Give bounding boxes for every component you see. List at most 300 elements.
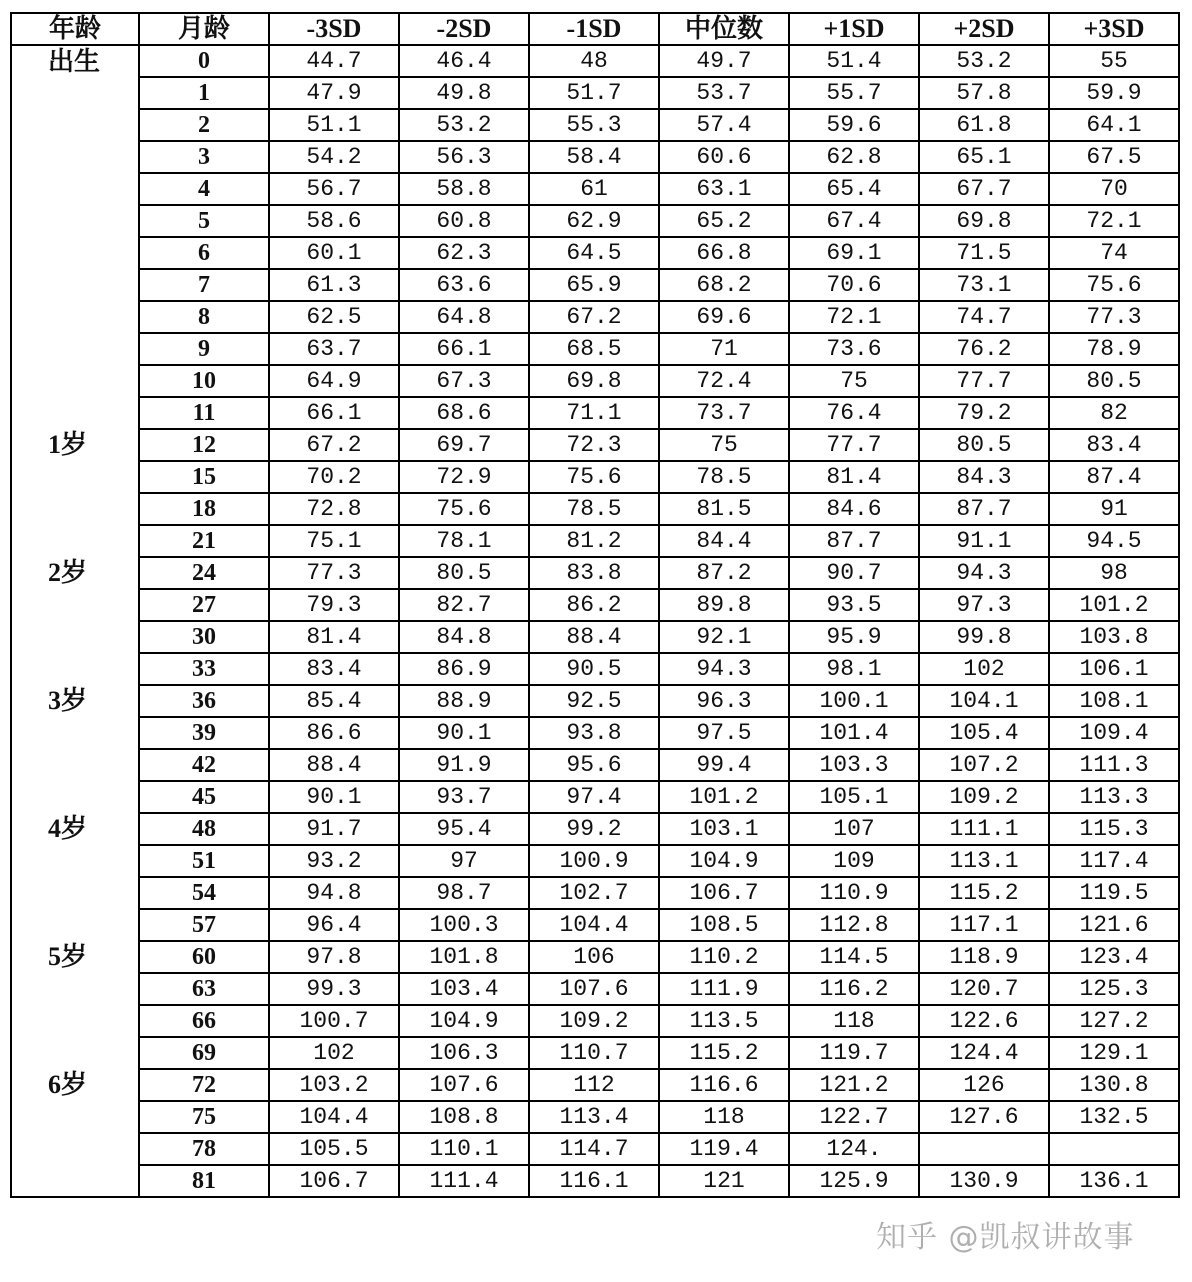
value-cell: 67.4 (789, 205, 919, 237)
month-cell: 21 (139, 525, 269, 557)
value-cell: 67.3 (399, 365, 529, 397)
month-cell: 8 (139, 301, 269, 333)
value-cell: 116.2 (789, 973, 919, 1005)
value-cell: 124.4 (919, 1037, 1049, 1069)
value-cell: 79.3 (269, 589, 399, 621)
value-cell: 108.1 (1049, 685, 1179, 717)
value-cell: 123.4 (1049, 941, 1179, 973)
value-cell: 91.1 (919, 525, 1049, 557)
value-cell: 92.1 (659, 621, 789, 653)
age-cell (11, 1165, 139, 1197)
value-cell: 109.2 (529, 1005, 659, 1037)
value-cell: 96.4 (269, 909, 399, 941)
value-cell: 106.7 (269, 1165, 399, 1197)
table-row (11, 141, 1179, 173)
value-cell: 86.2 (529, 589, 659, 621)
month-cell: 5 (139, 205, 269, 237)
value-cell: 88.4 (269, 749, 399, 781)
value-cell: 93.2 (269, 845, 399, 877)
value-cell: 77.7 (789, 429, 919, 461)
value-cell: 117.1 (919, 909, 1049, 941)
age-cell (11, 77, 139, 109)
value-cell: 47.9 (269, 77, 399, 109)
value-cell: 94.3 (659, 653, 789, 685)
value-cell: 71.1 (529, 397, 659, 429)
value-cell: 60.6 (659, 141, 789, 173)
value-cell: 126 (919, 1069, 1049, 1101)
value-cell: 115.3 (1049, 813, 1179, 845)
value-cell: 72.3 (529, 429, 659, 461)
value-cell: 121.6 (1049, 909, 1179, 941)
value-cell: 93.8 (529, 717, 659, 749)
value-cell: 83.8 (529, 557, 659, 589)
value-cell: 70.6 (789, 269, 919, 301)
value-cell: 64.5 (529, 237, 659, 269)
value-cell: 95.9 (789, 621, 919, 653)
value-cell: 117.4 (1049, 845, 1179, 877)
table-row (11, 1165, 1179, 1197)
value-cell: 51.4 (789, 45, 919, 77)
table-row (11, 909, 1179, 941)
header-age: 年龄 (11, 13, 139, 45)
table-row (11, 429, 1179, 461)
value-cell: 65.1 (919, 141, 1049, 173)
age-cell (11, 493, 139, 525)
table-body (11, 45, 1179, 1197)
value-cell: 79.2 (919, 397, 1049, 429)
value-cell: 74.7 (919, 301, 1049, 333)
value-cell: 68.6 (399, 397, 529, 429)
table-row (11, 173, 1179, 205)
value-cell: 75.6 (1049, 269, 1179, 301)
value-cell: 61.3 (269, 269, 399, 301)
value-cell: 87.4 (1049, 461, 1179, 493)
table-row (11, 1069, 1179, 1101)
value-cell: 100.7 (269, 1005, 399, 1037)
value-cell: 75.6 (529, 461, 659, 493)
value-cell: 127.2 (1049, 1005, 1179, 1037)
value-cell: 106.1 (1049, 653, 1179, 685)
value-cell: 114.5 (789, 941, 919, 973)
value-cell: 106.7 (659, 877, 789, 909)
age-cell (11, 269, 139, 301)
age-cell: 6岁 (11, 1069, 139, 1101)
value-cell: 100.9 (529, 845, 659, 877)
value-cell: 88.4 (529, 621, 659, 653)
value-cell: 93.5 (789, 589, 919, 621)
age-cell (11, 973, 139, 1005)
value-cell: 90.1 (399, 717, 529, 749)
value-cell: 66.1 (399, 333, 529, 365)
value-cell: 56.3 (399, 141, 529, 173)
month-cell: 36 (139, 685, 269, 717)
value-cell: 109.4 (1049, 717, 1179, 749)
value-cell: 124. (789, 1133, 919, 1165)
value-cell: 72.9 (399, 461, 529, 493)
age-cell (11, 301, 139, 333)
value-cell: 118.9 (919, 941, 1049, 973)
value-cell: 110.2 (659, 941, 789, 973)
value-cell: 95.6 (529, 749, 659, 781)
value-cell: 49.7 (659, 45, 789, 77)
age-cell: 3岁 (11, 685, 139, 717)
value-cell: 111.4 (399, 1165, 529, 1197)
value-cell: 130.8 (1049, 1069, 1179, 1101)
value-cell: 110.7 (529, 1037, 659, 1069)
header-minus-3sd: -3SD (269, 13, 399, 45)
value-cell: 67.2 (269, 429, 399, 461)
month-cell: 3 (139, 141, 269, 173)
value-cell: 82 (1049, 397, 1179, 429)
header-minus-1sd: -1SD (529, 13, 659, 45)
table-row (11, 237, 1179, 269)
value-cell: 130.9 (919, 1165, 1049, 1197)
value-cell: 115.2 (919, 877, 1049, 909)
value-cell: 64.9 (269, 365, 399, 397)
value-cell: 120.7 (919, 973, 1049, 1005)
age-cell (11, 653, 139, 685)
value-cell: 57.4 (659, 109, 789, 141)
month-cell: 24 (139, 557, 269, 589)
table-row (11, 77, 1179, 109)
value-cell: 65.4 (789, 173, 919, 205)
value-cell: 63.7 (269, 333, 399, 365)
value-cell: 70.2 (269, 461, 399, 493)
month-cell: 57 (139, 909, 269, 941)
value-cell: 78.5 (659, 461, 789, 493)
value-cell: 136.1 (1049, 1165, 1179, 1197)
age-cell (11, 365, 139, 397)
value-cell: 91.7 (269, 813, 399, 845)
value-cell: 114.7 (529, 1133, 659, 1165)
value-cell: 113.5 (659, 1005, 789, 1037)
header-month: 月龄 (139, 13, 269, 45)
month-cell: 42 (139, 749, 269, 781)
age-cell (11, 621, 139, 653)
month-cell: 18 (139, 493, 269, 525)
value-cell: 122.7 (789, 1101, 919, 1133)
value-cell: 81.4 (269, 621, 399, 653)
value-cell: 90.5 (529, 653, 659, 685)
value-cell: 95.4 (399, 813, 529, 845)
value-cell: 67.5 (1049, 141, 1179, 173)
value-cell: 132.5 (1049, 1101, 1179, 1133)
age-cell (11, 1133, 139, 1165)
value-cell: 109 (789, 845, 919, 877)
age-cell: 出生 (11, 45, 139, 77)
value-cell: 105.1 (789, 781, 919, 813)
value-cell: 59.9 (1049, 77, 1179, 109)
value-cell: 97 (399, 845, 529, 877)
age-cell: 5岁 (11, 941, 139, 973)
age-cell (11, 237, 139, 269)
value-cell: 81.4 (789, 461, 919, 493)
age-cell (11, 1037, 139, 1069)
value-cell: 68.5 (529, 333, 659, 365)
age-cell (11, 333, 139, 365)
value-cell: 54.2 (269, 141, 399, 173)
header-median: 中位数 (659, 13, 789, 45)
value-cell: 97.5 (659, 717, 789, 749)
header-plus-2sd: +2SD (919, 13, 1049, 45)
value-cell: 62.3 (399, 237, 529, 269)
value-cell: 55.7 (789, 77, 919, 109)
value-cell: 111.3 (1049, 749, 1179, 781)
value-cell: 81.2 (529, 525, 659, 557)
value-cell: 70 (1049, 173, 1179, 205)
value-cell: 51.7 (529, 77, 659, 109)
value-cell (919, 1133, 1049, 1165)
value-cell: 99.4 (659, 749, 789, 781)
month-cell: 75 (139, 1101, 269, 1133)
value-cell: 119.4 (659, 1133, 789, 1165)
value-cell: 102.7 (529, 877, 659, 909)
value-cell: 112.8 (789, 909, 919, 941)
value-cell: 94.3 (919, 557, 1049, 589)
value-cell: 75 (659, 429, 789, 461)
value-cell: 56.7 (269, 173, 399, 205)
value-cell: 60.1 (269, 237, 399, 269)
month-cell: 4 (139, 173, 269, 205)
value-cell: 99.2 (529, 813, 659, 845)
table-row (11, 749, 1179, 781)
value-cell: 112 (529, 1069, 659, 1101)
value-cell: 86.6 (269, 717, 399, 749)
value-cell: 77.3 (1049, 301, 1179, 333)
month-cell: 0 (139, 45, 269, 77)
value-cell: 104.1 (919, 685, 1049, 717)
value-cell: 104.9 (399, 1005, 529, 1037)
value-cell: 110.1 (399, 1133, 529, 1165)
table-row (11, 333, 1179, 365)
month-cell: 15 (139, 461, 269, 493)
value-cell: 103.4 (399, 973, 529, 1005)
age-cell (11, 749, 139, 781)
value-cell: 66.8 (659, 237, 789, 269)
month-cell: 51 (139, 845, 269, 877)
month-cell: 30 (139, 621, 269, 653)
value-cell: 90.1 (269, 781, 399, 813)
value-cell: 115.2 (659, 1037, 789, 1069)
month-cell: 60 (139, 941, 269, 973)
value-cell: 87.2 (659, 557, 789, 589)
value-cell: 62.9 (529, 205, 659, 237)
value-cell: 113.1 (919, 845, 1049, 877)
value-cell: 86.9 (399, 653, 529, 685)
value-cell: 88.9 (399, 685, 529, 717)
value-cell: 105.4 (919, 717, 1049, 749)
table-row (11, 973, 1179, 1005)
value-cell: 125.3 (1049, 973, 1179, 1005)
value-cell: 73.6 (789, 333, 919, 365)
month-cell: 69 (139, 1037, 269, 1069)
value-cell: 108.8 (399, 1101, 529, 1133)
value-cell: 105.5 (269, 1133, 399, 1165)
table-row (11, 781, 1179, 813)
value-cell: 65.9 (529, 269, 659, 301)
value-cell: 119.7 (789, 1037, 919, 1069)
table-row (11, 557, 1179, 589)
value-cell: 116.1 (529, 1165, 659, 1197)
table-row (11, 1037, 1179, 1069)
value-cell: 59.6 (789, 109, 919, 141)
value-cell: 104.4 (269, 1101, 399, 1133)
age-cell (11, 877, 139, 909)
value-cell: 53.7 (659, 77, 789, 109)
value-cell: 101.2 (659, 781, 789, 813)
value-cell: 71.5 (919, 237, 1049, 269)
table-row (11, 269, 1179, 301)
table-row (11, 941, 1179, 973)
age-cell (11, 909, 139, 941)
value-cell: 69.1 (789, 237, 919, 269)
value-cell: 77.3 (269, 557, 399, 589)
value-cell: 96.3 (659, 685, 789, 717)
month-cell: 7 (139, 269, 269, 301)
value-cell: 78.1 (399, 525, 529, 557)
value-cell: 87.7 (789, 525, 919, 557)
value-cell: 107.6 (529, 973, 659, 1005)
month-cell: 81 (139, 1165, 269, 1197)
value-cell: 67.7 (919, 173, 1049, 205)
value-cell: 83.4 (1049, 429, 1179, 461)
month-cell: 11 (139, 397, 269, 429)
month-cell: 6 (139, 237, 269, 269)
value-cell: 72.4 (659, 365, 789, 397)
age-cell (11, 461, 139, 493)
value-cell: 53.2 (919, 45, 1049, 77)
month-cell: 12 (139, 429, 269, 461)
value-cell: 69.8 (529, 365, 659, 397)
value-cell: 106 (529, 941, 659, 973)
table-row (11, 45, 1179, 77)
value-cell: 100.3 (399, 909, 529, 941)
value-cell: 90.7 (789, 557, 919, 589)
value-cell: 101.2 (1049, 589, 1179, 621)
value-cell: 72.8 (269, 493, 399, 525)
value-cell: 91 (1049, 493, 1179, 525)
value-cell: 107 (789, 813, 919, 845)
value-cell: 66.1 (269, 397, 399, 429)
value-cell: 64.1 (1049, 109, 1179, 141)
value-cell: 76.4 (789, 397, 919, 429)
month-cell: 27 (139, 589, 269, 621)
value-cell: 57.8 (919, 77, 1049, 109)
value-cell: 72.1 (789, 301, 919, 333)
age-cell (11, 589, 139, 621)
age-cell: 2岁 (11, 557, 139, 589)
value-cell: 113.4 (529, 1101, 659, 1133)
table-row (11, 1133, 1179, 1165)
table-row (11, 621, 1179, 653)
value-cell: 108.5 (659, 909, 789, 941)
value-cell: 103.1 (659, 813, 789, 845)
value-cell: 104.9 (659, 845, 789, 877)
value-cell: 80.5 (399, 557, 529, 589)
value-cell: 101.8 (399, 941, 529, 973)
value-cell: 83.4 (269, 653, 399, 685)
value-cell: 75.1 (269, 525, 399, 557)
table-row (11, 845, 1179, 877)
value-cell: 58.8 (399, 173, 529, 205)
age-cell (11, 109, 139, 141)
value-cell: 116.6 (659, 1069, 789, 1101)
value-cell: 121.2 (789, 1069, 919, 1101)
month-cell: 2 (139, 109, 269, 141)
value-cell: 107.2 (919, 749, 1049, 781)
value-cell: 107.6 (399, 1069, 529, 1101)
value-cell: 110.9 (789, 877, 919, 909)
value-cell: 77.7 (919, 365, 1049, 397)
table-row (11, 365, 1179, 397)
value-cell: 81.5 (659, 493, 789, 525)
month-cell: 9 (139, 333, 269, 365)
value-cell: 94.5 (1049, 525, 1179, 557)
value-cell: 82.7 (399, 589, 529, 621)
value-cell: 84.3 (919, 461, 1049, 493)
table-row (11, 205, 1179, 237)
value-cell: 103.2 (269, 1069, 399, 1101)
month-cell: 54 (139, 877, 269, 909)
month-cell: 1 (139, 77, 269, 109)
month-cell: 63 (139, 973, 269, 1005)
age-cell (11, 1101, 139, 1133)
value-cell: 55 (1049, 45, 1179, 77)
value-cell: 102 (919, 653, 1049, 685)
age-cell (11, 397, 139, 429)
month-cell: 48 (139, 813, 269, 845)
value-cell: 69.6 (659, 301, 789, 333)
table-row (11, 685, 1179, 717)
value-cell: 118 (659, 1101, 789, 1133)
age-cell: 1岁 (11, 429, 139, 461)
growth-standard-table (10, 12, 1180, 1198)
value-cell: 73.7 (659, 397, 789, 429)
month-cell: 39 (139, 717, 269, 749)
value-cell: 64.8 (399, 301, 529, 333)
month-cell: 10 (139, 365, 269, 397)
age-cell (11, 205, 139, 237)
value-cell: 80.5 (1049, 365, 1179, 397)
value-cell: 85.4 (269, 685, 399, 717)
age-cell: 4岁 (11, 813, 139, 845)
age-cell (11, 781, 139, 813)
value-cell: 84.8 (399, 621, 529, 653)
value-cell: 62.5 (269, 301, 399, 333)
value-cell: 61 (529, 173, 659, 205)
value-cell: 58.6 (269, 205, 399, 237)
value-cell: 78.9 (1049, 333, 1179, 365)
value-cell: 53.2 (399, 109, 529, 141)
month-cell: 45 (139, 781, 269, 813)
value-cell: 113.3 (1049, 781, 1179, 813)
value-cell: 67.2 (529, 301, 659, 333)
value-cell: 87.7 (919, 493, 1049, 525)
table-row (11, 877, 1179, 909)
value-cell: 97.8 (269, 941, 399, 973)
value-cell: 58.4 (529, 141, 659, 173)
table-row (11, 301, 1179, 333)
value-cell: 51.1 (269, 109, 399, 141)
value-cell: 104.4 (529, 909, 659, 941)
value-cell: 125.9 (789, 1165, 919, 1197)
value-cell: 49.8 (399, 77, 529, 109)
table-row (11, 1005, 1179, 1037)
value-cell: 99.3 (269, 973, 399, 1005)
value-cell: 122.6 (919, 1005, 1049, 1037)
table-row (11, 813, 1179, 845)
value-cell: 72.1 (1049, 205, 1179, 237)
